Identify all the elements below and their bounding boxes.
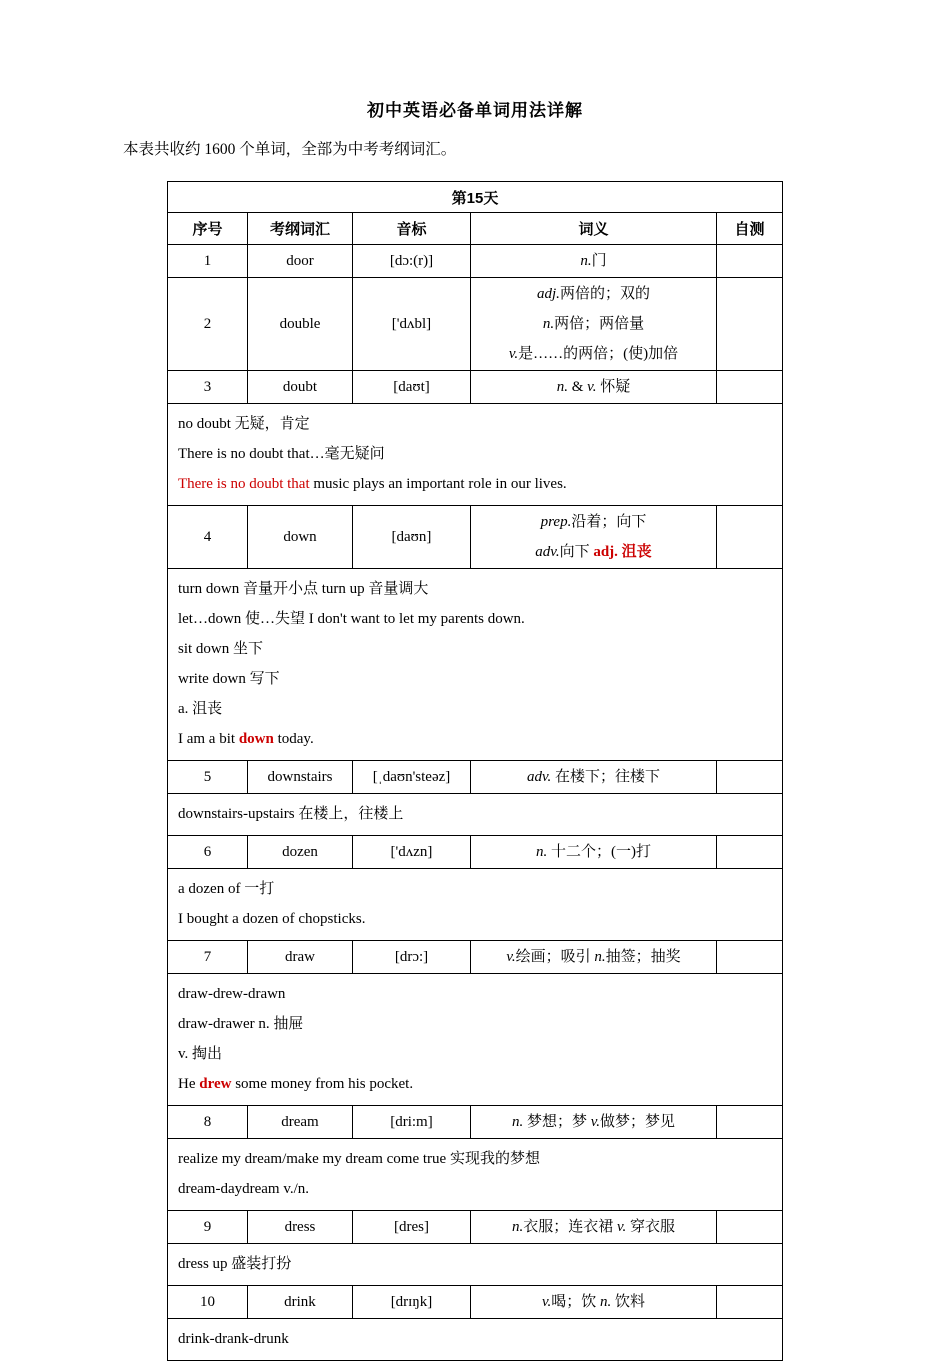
word-cell: doubt [247, 371, 352, 404]
note-cell [167, 1319, 782, 1361]
meaning-line [475, 309, 712, 339]
text-segment: prep. [540, 514, 572, 530]
selftest-cell [716, 371, 782, 404]
text-segment: let…down 使…失望 I don't want to let my parents down. [177, 611, 525, 627]
meaning-line [475, 372, 712, 402]
text-segment: adj. 沮丧 [593, 544, 652, 560]
text-segment: music plays an important role in our lives. [313, 476, 567, 492]
note-row [167, 869, 782, 941]
text-segment: adv. [526, 769, 552, 785]
text-segment: 向下 [559, 544, 594, 560]
text-segment: 绘画；吸引 [515, 949, 595, 965]
note-row [167, 1244, 782, 1286]
seq-cell: 2 [167, 278, 247, 371]
note-line [178, 1324, 772, 1354]
selftest-cell [716, 836, 782, 869]
page-title: 初中英语必备单词用法详解 [367, 101, 583, 120]
vocab-table-body [167, 182, 782, 1361]
text-segment: n. [580, 253, 592, 269]
meaning-cell [470, 836, 716, 869]
text-segment: 抽签；抽奖 [605, 949, 681, 965]
text-segment: v. 掏出 [177, 1046, 223, 1062]
note-row [167, 404, 782, 506]
phonetic-cell: [dri:m] [352, 1106, 470, 1139]
text-segment: 做梦；梦见 [600, 1114, 676, 1130]
meaning-cell [470, 1286, 716, 1319]
text-segment: 两倍；两倍量 [554, 316, 645, 332]
meaning-cell [470, 1106, 716, 1139]
meaning-line [475, 1212, 712, 1242]
text-segment: v. [590, 1114, 600, 1130]
word-cell: door [247, 245, 352, 278]
text-segment: write down 写下 [177, 671, 280, 687]
meaning-line [475, 1107, 712, 1137]
note-line [178, 1069, 772, 1099]
text-segment: 怀疑 [596, 379, 631, 395]
selftest-cell [716, 761, 782, 794]
text-segment: dress up 盛装打扮 [177, 1256, 292, 1272]
note-row [167, 1319, 782, 1361]
word-cell: dream [247, 1106, 352, 1139]
word-row [167, 761, 782, 794]
seq-cell: 1 [167, 245, 247, 278]
meaning-cell [470, 506, 716, 569]
text-segment: a dozen of 一打 [177, 881, 275, 897]
note-line [178, 724, 772, 754]
text-segment: drink-drank-drunk [177, 1331, 289, 1347]
meaning-line [475, 339, 712, 369]
word-cell: down [247, 506, 352, 569]
text-segment: turn down 音量开小点 turn up 音量调大 [177, 581, 429, 597]
text-segment: 门 [591, 253, 607, 269]
word-row [167, 1211, 782, 1244]
text-segment: 穿衣服 [626, 1219, 676, 1235]
meaning-cell [470, 245, 716, 278]
text-segment: 喝；饮 [551, 1294, 600, 1310]
word-row [167, 836, 782, 869]
text-segment: v. [506, 949, 516, 965]
note-cell [167, 869, 782, 941]
text-segment: v. [541, 1294, 552, 1310]
day-header-row [167, 182, 782, 213]
note-cell [167, 974, 782, 1106]
text-segment: 是……的两倍；(使)加倍 [518, 346, 679, 362]
text-segment: He [177, 1076, 200, 1092]
note-cell [167, 1139, 782, 1211]
text-segment: n. [600, 1294, 612, 1310]
note-line [178, 799, 772, 829]
meaning-line [475, 279, 712, 309]
word-cell: downstairs [247, 761, 352, 794]
seq-cell: 10 [167, 1286, 247, 1319]
note-cell [167, 569, 782, 761]
note-line [178, 1144, 772, 1174]
note-row [167, 974, 782, 1106]
seq-cell: 8 [167, 1106, 247, 1139]
column-header-row [167, 213, 782, 245]
text-segment: 两倍的；双的 [559, 286, 650, 302]
column-header-3: 词义 [470, 213, 716, 245]
note-line [178, 904, 772, 934]
text-segment: v. [508, 346, 519, 362]
seq-cell: 9 [167, 1211, 247, 1244]
text-segment: draw-drew-drawn [177, 986, 286, 1002]
text-segment: I am a bit [177, 731, 239, 747]
meaning-line [475, 762, 712, 792]
note-line [178, 574, 772, 604]
meaning-line [475, 507, 712, 537]
text-segment: 在楼下；往楼下 [551, 769, 661, 785]
text-segment: today. [273, 731, 314, 747]
text-segment: some money from his pocket. [231, 1076, 414, 1092]
meaning-line [475, 942, 712, 972]
meaning-cell [470, 941, 716, 974]
text-segment: There is no doubt that [177, 476, 314, 492]
meaning-line [475, 1287, 712, 1317]
note-cell [167, 794, 782, 836]
meaning-cell [470, 371, 716, 404]
meaning-line [475, 246, 712, 276]
vocab-table [167, 181, 783, 1361]
text-segment: & [567, 379, 588, 395]
selftest-cell [716, 1106, 782, 1139]
note-cell [167, 1244, 782, 1286]
column-header-4: 自测 [716, 213, 782, 245]
text-segment: downstairs-upstairs 在楼上，往楼上 [177, 806, 404, 822]
text-segment: adj. [537, 286, 560, 302]
word-row [167, 371, 782, 404]
note-line [178, 694, 772, 724]
note-line [178, 634, 772, 664]
text-segment: v. [587, 379, 597, 395]
text-segment: n. [511, 1114, 524, 1130]
phonetic-cell: [ˌdaʊn'steəz] [352, 761, 470, 794]
seq-cell: 3 [167, 371, 247, 404]
phonetic-cell: [daʊn] [352, 506, 470, 569]
day-header-cell: 第15天 [167, 182, 782, 213]
note-line [178, 409, 772, 439]
meaning-cell [470, 1211, 716, 1244]
word-row [167, 1106, 782, 1139]
note-line [178, 1039, 772, 1069]
note-line [178, 1174, 772, 1204]
note-row [167, 794, 782, 836]
word-cell: drink [247, 1286, 352, 1319]
selftest-cell [716, 1211, 782, 1244]
phonetic-cell: [drɔ:] [352, 941, 470, 974]
phonetic-cell: ['dʌzn] [352, 836, 470, 869]
intro-text: 本表共收约 1600 个单词，全部为中考考纲词汇。 [123, 141, 457, 158]
meaning-line [475, 837, 712, 867]
word-cell: draw [247, 941, 352, 974]
note-line [178, 439, 772, 469]
text-segment: n. [556, 379, 568, 395]
phonetic-cell: [daʊt] [352, 371, 470, 404]
text-segment: a. 沮丧 [177, 701, 223, 717]
phonetic-cell: [drɪŋk] [352, 1286, 470, 1319]
text-segment: 饮料 [611, 1294, 646, 1310]
text-segment: 沿着；向下 [571, 514, 647, 530]
text-segment: down [238, 731, 274, 747]
column-header-2: 音标 [352, 213, 470, 245]
seq-cell: 7 [167, 941, 247, 974]
word-row [167, 506, 782, 569]
text-segment: 十二个；(一)打 [547, 844, 651, 860]
note-line [178, 1249, 772, 1279]
text-segment: no doubt 无疑，肯定 [177, 416, 310, 432]
phonetic-cell: ['dʌbl] [352, 278, 470, 371]
text-segment: n. [535, 844, 548, 860]
text-segment: 衣服；连衣裙 [523, 1219, 617, 1235]
text-segment: dream-daydream v./n. [177, 1181, 310, 1197]
text-segment: n. [542, 316, 555, 332]
meaning-line [475, 537, 712, 567]
meaning-cell [470, 278, 716, 371]
selftest-cell [716, 941, 782, 974]
text-segment: There is no doubt that…毫无疑问 [177, 446, 385, 462]
word-row [167, 278, 782, 371]
text-segment: n. [511, 1219, 524, 1235]
text-segment: n. [594, 949, 606, 965]
seq-cell: 4 [167, 506, 247, 569]
text-segment: drew [199, 1076, 232, 1092]
column-header-1: 考纲词汇 [247, 213, 352, 245]
selftest-cell [716, 278, 782, 371]
note-row [167, 569, 782, 761]
word-cell: double [247, 278, 352, 371]
column-header-0: 序号 [167, 213, 247, 245]
note-row [167, 1139, 782, 1211]
note-line [178, 604, 772, 634]
phonetic-cell: [dɔ:(r)] [352, 245, 470, 278]
note-line [178, 874, 772, 904]
text-segment: 梦想；梦 [523, 1114, 591, 1130]
text-segment: draw-drawer n. 抽屉 [177, 1016, 304, 1032]
selftest-cell [716, 245, 782, 278]
word-cell: dress [247, 1211, 352, 1244]
word-row [167, 941, 782, 974]
text-segment: sit down 坐下 [177, 641, 263, 657]
word-row [167, 245, 782, 278]
text-segment: adv. [535, 544, 560, 560]
note-line [178, 469, 772, 499]
text-segment: I bought a dozen of chopsticks. [177, 911, 366, 927]
seq-cell: 5 [167, 761, 247, 794]
phonetic-cell: [dres] [352, 1211, 470, 1244]
note-cell [167, 404, 782, 506]
text-segment: v. [616, 1219, 627, 1235]
word-row [167, 1286, 782, 1319]
note-line [178, 664, 772, 694]
seq-cell: 6 [167, 836, 247, 869]
text-segment: realize my dream/make my dream come true 实现我的梦想 [177, 1151, 540, 1167]
selftest-cell [716, 506, 782, 569]
word-cell: dozen [247, 836, 352, 869]
note-line [178, 1009, 772, 1039]
meaning-cell [470, 761, 716, 794]
note-line [178, 979, 772, 1009]
selftest-cell [716, 1286, 782, 1319]
